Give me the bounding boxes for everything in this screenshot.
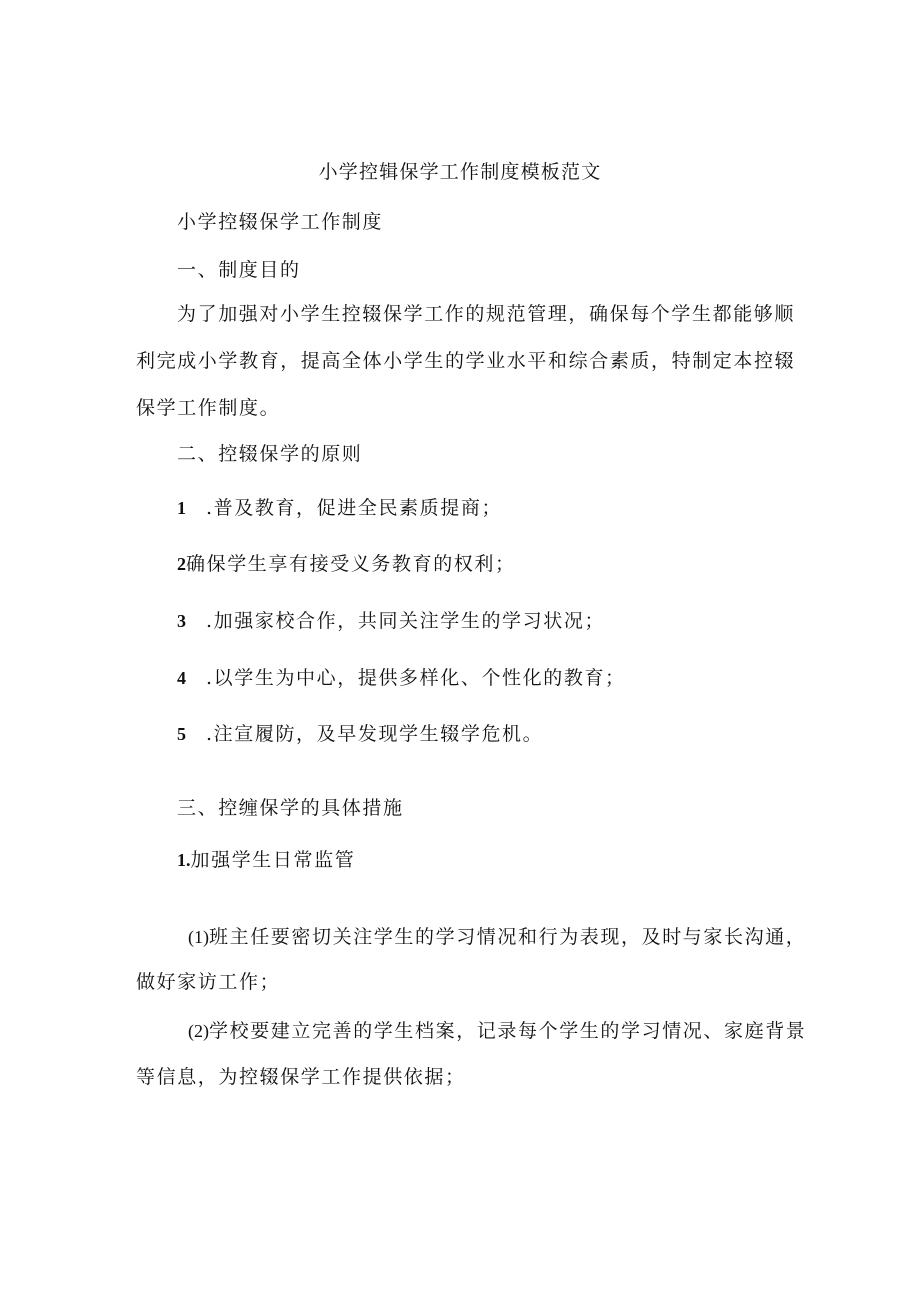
item-text: .普及教育，促进全民素质提商； bbox=[206, 497, 503, 519]
section1-heading: 一、制度目的 bbox=[177, 259, 301, 281]
measure-point-line: 做好家访工作； bbox=[136, 971, 281, 993]
section1-para-line-1: 为了加强对小学生控辍保学工作的规范管理，确保每个学生都能够顺 bbox=[177, 303, 796, 325]
item-number: 4 bbox=[177, 668, 186, 688]
item-number: 5 bbox=[177, 724, 186, 744]
point-marker: (1) bbox=[188, 927, 209, 947]
item-text: .注宣履防，及早发现学生辍学危机。 bbox=[206, 723, 544, 745]
measure-point-line bbox=[188, 925, 806, 949]
subheading-text: 加强学生日常监管 bbox=[190, 849, 356, 871]
principle-item bbox=[177, 496, 502, 520]
principle-item bbox=[177, 552, 516, 576]
item-text: .以学生为中心，提供多样化、个性化的教育； bbox=[206, 667, 626, 689]
point-marker: (2) bbox=[188, 1021, 209, 1041]
measure-subheading bbox=[177, 848, 355, 872]
item-number: 1 bbox=[177, 498, 186, 518]
item-text: 确保学生享有接受义务教育的权利； bbox=[186, 553, 516, 575]
principle-item bbox=[177, 722, 543, 746]
point-text: 班主任要密切关注学生的学习情况和行为表现，及时与家长沟通， bbox=[209, 926, 807, 948]
principle-item bbox=[177, 666, 626, 690]
document-subtitle: 小学控辍保学工作制度 bbox=[177, 211, 384, 233]
principle-item bbox=[177, 609, 605, 633]
measure-point-line bbox=[188, 1019, 806, 1043]
document-title: 小学控辑保学工作制度模板范文 bbox=[318, 161, 602, 183]
item-text: .加强家校合作，共同关注学生的学习状况； bbox=[206, 610, 606, 632]
item-number: 3 bbox=[177, 611, 186, 631]
section3-heading: 三、控缠保学的具体措施 bbox=[177, 797, 404, 819]
subheading-number: 1. bbox=[177, 850, 191, 870]
section1-para-line-2: 利完成小学教育，提高全体小学生的学业水平和综合素质，特制定本控辍 bbox=[136, 350, 796, 372]
measure-point-line: 等信息，为控辍保学工作提供依据； bbox=[136, 1066, 466, 1088]
section1-para-line-3: 保学工作制度。 bbox=[136, 397, 281, 419]
section2-heading: 二、控辍保学的原则 bbox=[177, 443, 363, 465]
point-text: 学校要建立完善的学生档案，记录每个学生的学习情况、家庭背景 bbox=[209, 1020, 807, 1042]
item-number: 2 bbox=[177, 554, 186, 574]
